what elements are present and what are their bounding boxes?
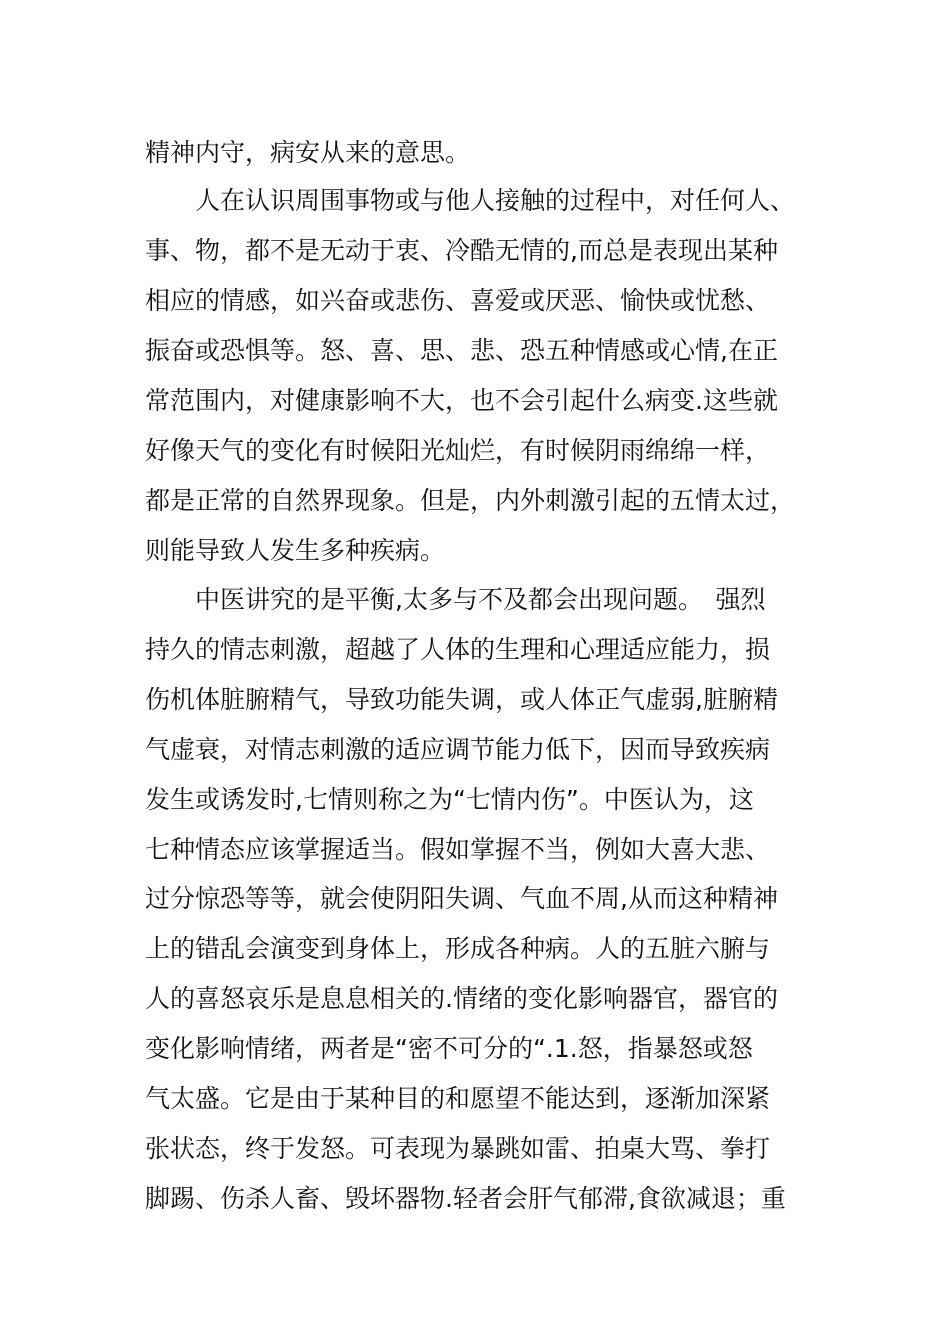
text-line: 过分惊恐等等，就会使阴阳失调、气血不周,从而这种精神 bbox=[145, 884, 778, 913]
text-line: 张状态，终于发怒。可表现为暴跳如雷、拍桌大骂、拳打 bbox=[145, 1134, 771, 1163]
text-line: 气虚衰，对情志刺激的适应调节能力低下，因而导致疾病 bbox=[145, 735, 771, 764]
text-line: 人在认识周围事物或与他人接触的过程中，对任何人、 bbox=[145, 186, 796, 215]
text-line: 都是正常的自然界现象。但是，内外刺激引起的五情太过， bbox=[145, 486, 796, 515]
text-line: 伤机体脏腑精气，导致功能失调，或人体正气虚弱,脏腑精 bbox=[145, 685, 778, 714]
text-line: 七种情态应该掌握适当。假如掌握不当，例如大喜大悲、 bbox=[145, 835, 771, 864]
text-line: 常范围内，对健康影响不大，也不会引起什么病变.这些就 bbox=[145, 386, 778, 415]
text-line: 振奋或恐惧等。怒、喜、思、悲、恐五种情感或心情,在正 bbox=[145, 336, 778, 365]
text-line: 相应的情感，如兴奋或悲伤、喜爱或厌恶、愉快或忧愁、 bbox=[145, 286, 771, 315]
text-line: 则能导致人发生多种疾病。 bbox=[145, 536, 446, 565]
text-line: 上的错乱会演变到身体上，形成各种病。人的五脏六腑与 bbox=[145, 934, 771, 963]
text-line: 发生或诱发时,七情则称之为“七情内伤”。中医认为，这 bbox=[145, 785, 754, 814]
text-line: 事、物，都不是无动于衷、冷酷无情的,而总是表现出某种 bbox=[145, 236, 778, 265]
text-line: 持久的情志刺激，超越了人体的生理和心理适应能力，损 bbox=[145, 635, 771, 664]
text-line: 脚踢、伤杀人畜、毁坏器物.轻者会肝气郁滞,食欲减退；重 bbox=[145, 1184, 786, 1213]
text-line: 气太盛。它是由于某种目的和愿望不能达到，逐渐加深紧 bbox=[145, 1084, 771, 1113]
text-line: 变化影响情绪，两者是“密不可分的“.1.怒，指暴怒或怒 bbox=[145, 1034, 753, 1063]
text-line: 精神内守，病安从来的意思。 bbox=[145, 138, 471, 167]
text-line: 中医讲究的是平衡,太多与不及都会出现问题。 强烈 bbox=[145, 585, 766, 614]
text-line: 人的喜怒哀乐是息息相关的.情绪的变化影响器官，器官的 bbox=[145, 984, 778, 1013]
text-line: 好像天气的变化有时候阳光灿烂，有时候阴雨绵绵一样， bbox=[145, 436, 771, 465]
